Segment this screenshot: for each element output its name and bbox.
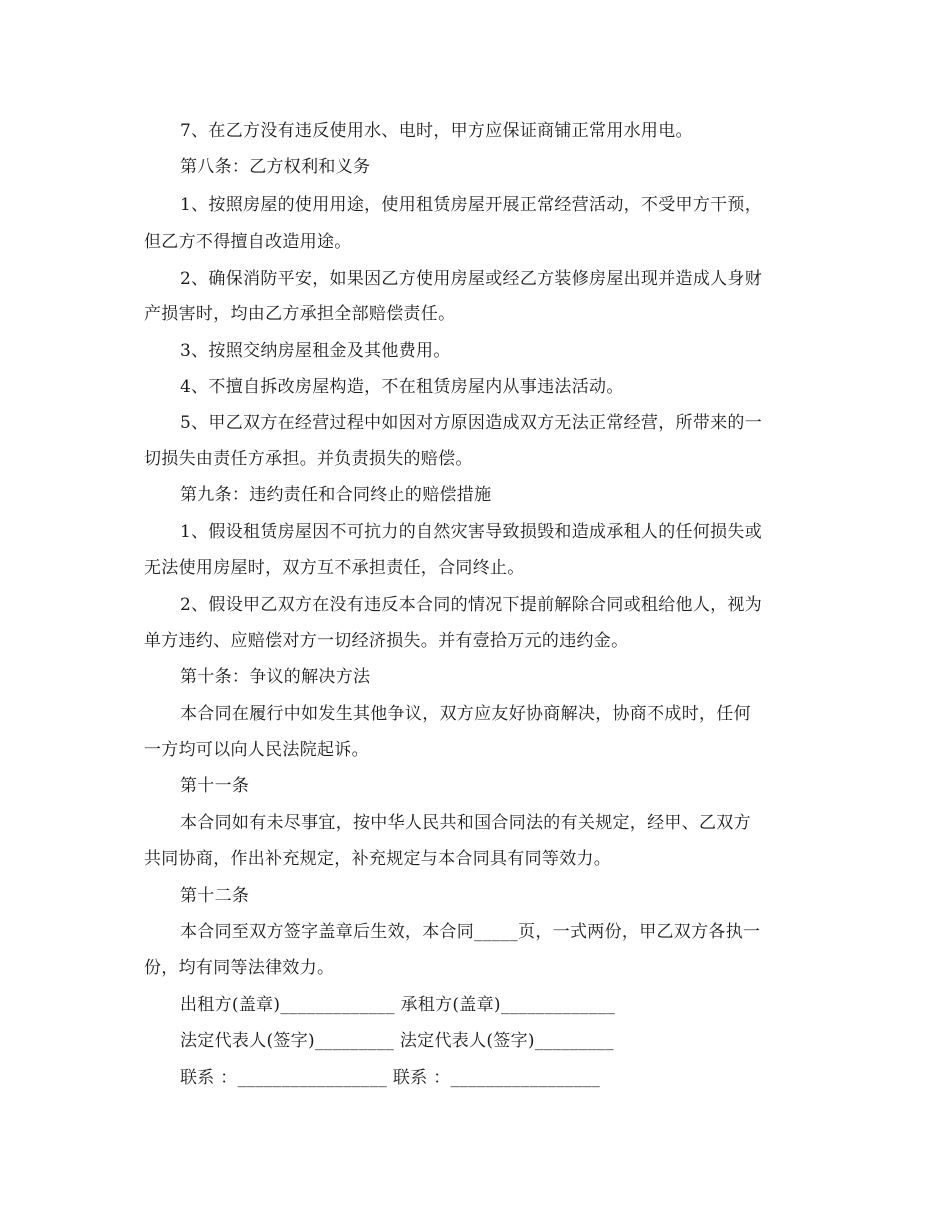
article-12-text-line-1: 本合同至双方签字盖章后生效，本合同_____页，一式两份，甲乙双方各执一 — [180, 922, 761, 942]
article-11-heading: 第十一条 — [180, 776, 250, 796]
clause-8-7: 7、在乙方没有违反使用水、电时，甲方应保证商铺正常用水用电。 — [180, 121, 693, 141]
article-8-item-2-line-1: 2、确保消防平安，如果因乙方使用房屋或经乙方装修房屋出现并造成人身财 — [180, 269, 763, 289]
article-8-item-2-line-2: 产损害时，均由乙方承担全部赔偿责任。 — [144, 304, 456, 324]
article-8-item-5-line-2: 切损失由责任方承担。并负责损失的赔偿。 — [144, 449, 473, 469]
signature-row-contact: 联系 ：_________________ 联系 ：_________________ — [180, 1068, 601, 1088]
article-8-item-3: 3、按照交纳房屋租金及其他费用。 — [180, 341, 451, 361]
article-10-heading: 第十条：争议的解决方法 — [180, 667, 371, 687]
article-8-item-5-line-1: 5、甲乙双方在经营过程中如因对方原因造成双方无法正常经营，所带来的一 — [180, 413, 763, 433]
article-9-item-2-line-2: 单方违约、应赔偿对方一切经济损失。并有壹拾万元的违约金。 — [144, 631, 629, 651]
article-11-text-line-2: 共同协商，作出补充规定，补充规定与本合同具有同等效力。 — [144, 849, 612, 869]
signature-row-seal: 出租方(盖章)_____________ 承租方(盖章)_____________ — [180, 995, 616, 1015]
article-9-item-1-line-2: 无法使用房屋时，双方互不承担责任，合同终止。 — [144, 558, 525, 578]
article-8-item-4: 4、不擅自拆改房屋构造，不在租赁房屋内从事违法活动。 — [180, 377, 624, 397]
article-10-text-line-1: 本合同在履行中如发生其他争议，双方应友好协商解决，协商不成时，任何 — [180, 704, 751, 724]
article-12-text-line-2: 份，均有同等法律效力。 — [144, 958, 335, 978]
article-12-heading: 第十二条 — [180, 886, 250, 906]
signature-row-representative: 法定代表人(签字)_________ 法定代表人(签字)_________ — [180, 1031, 615, 1051]
article-8-heading: 第八条：乙方权利和义务 — [180, 157, 371, 177]
article-11-text-line-1: 本合同如有未尽事宜，按中华人民共和国合同法的有关规定，经甲、乙双方 — [180, 813, 751, 833]
article-8-item-1-line-1: 1、按照房屋的使用用途，使用租赁房屋开展正常经营活动，不受甲方干预， — [180, 195, 763, 215]
article-8-item-1-line-2: 但乙方不得擅自改造用途。 — [144, 232, 352, 252]
article-9-heading: 第九条：违约责任和合同终止的赔偿措施 — [180, 485, 492, 505]
article-9-item-1-line-1: 1、假设租赁房屋因不可抗力的自然灾害导致损毁和造成承租人的任何损失或 — [180, 522, 763, 542]
article-9-item-2-line-1: 2、假设甲乙双方在没有违反本合同的情况下提前解除合同或租给他人，视为 — [180, 595, 763, 615]
article-10-text-line-2: 一方均可以向人民法院起诉。 — [144, 740, 369, 760]
